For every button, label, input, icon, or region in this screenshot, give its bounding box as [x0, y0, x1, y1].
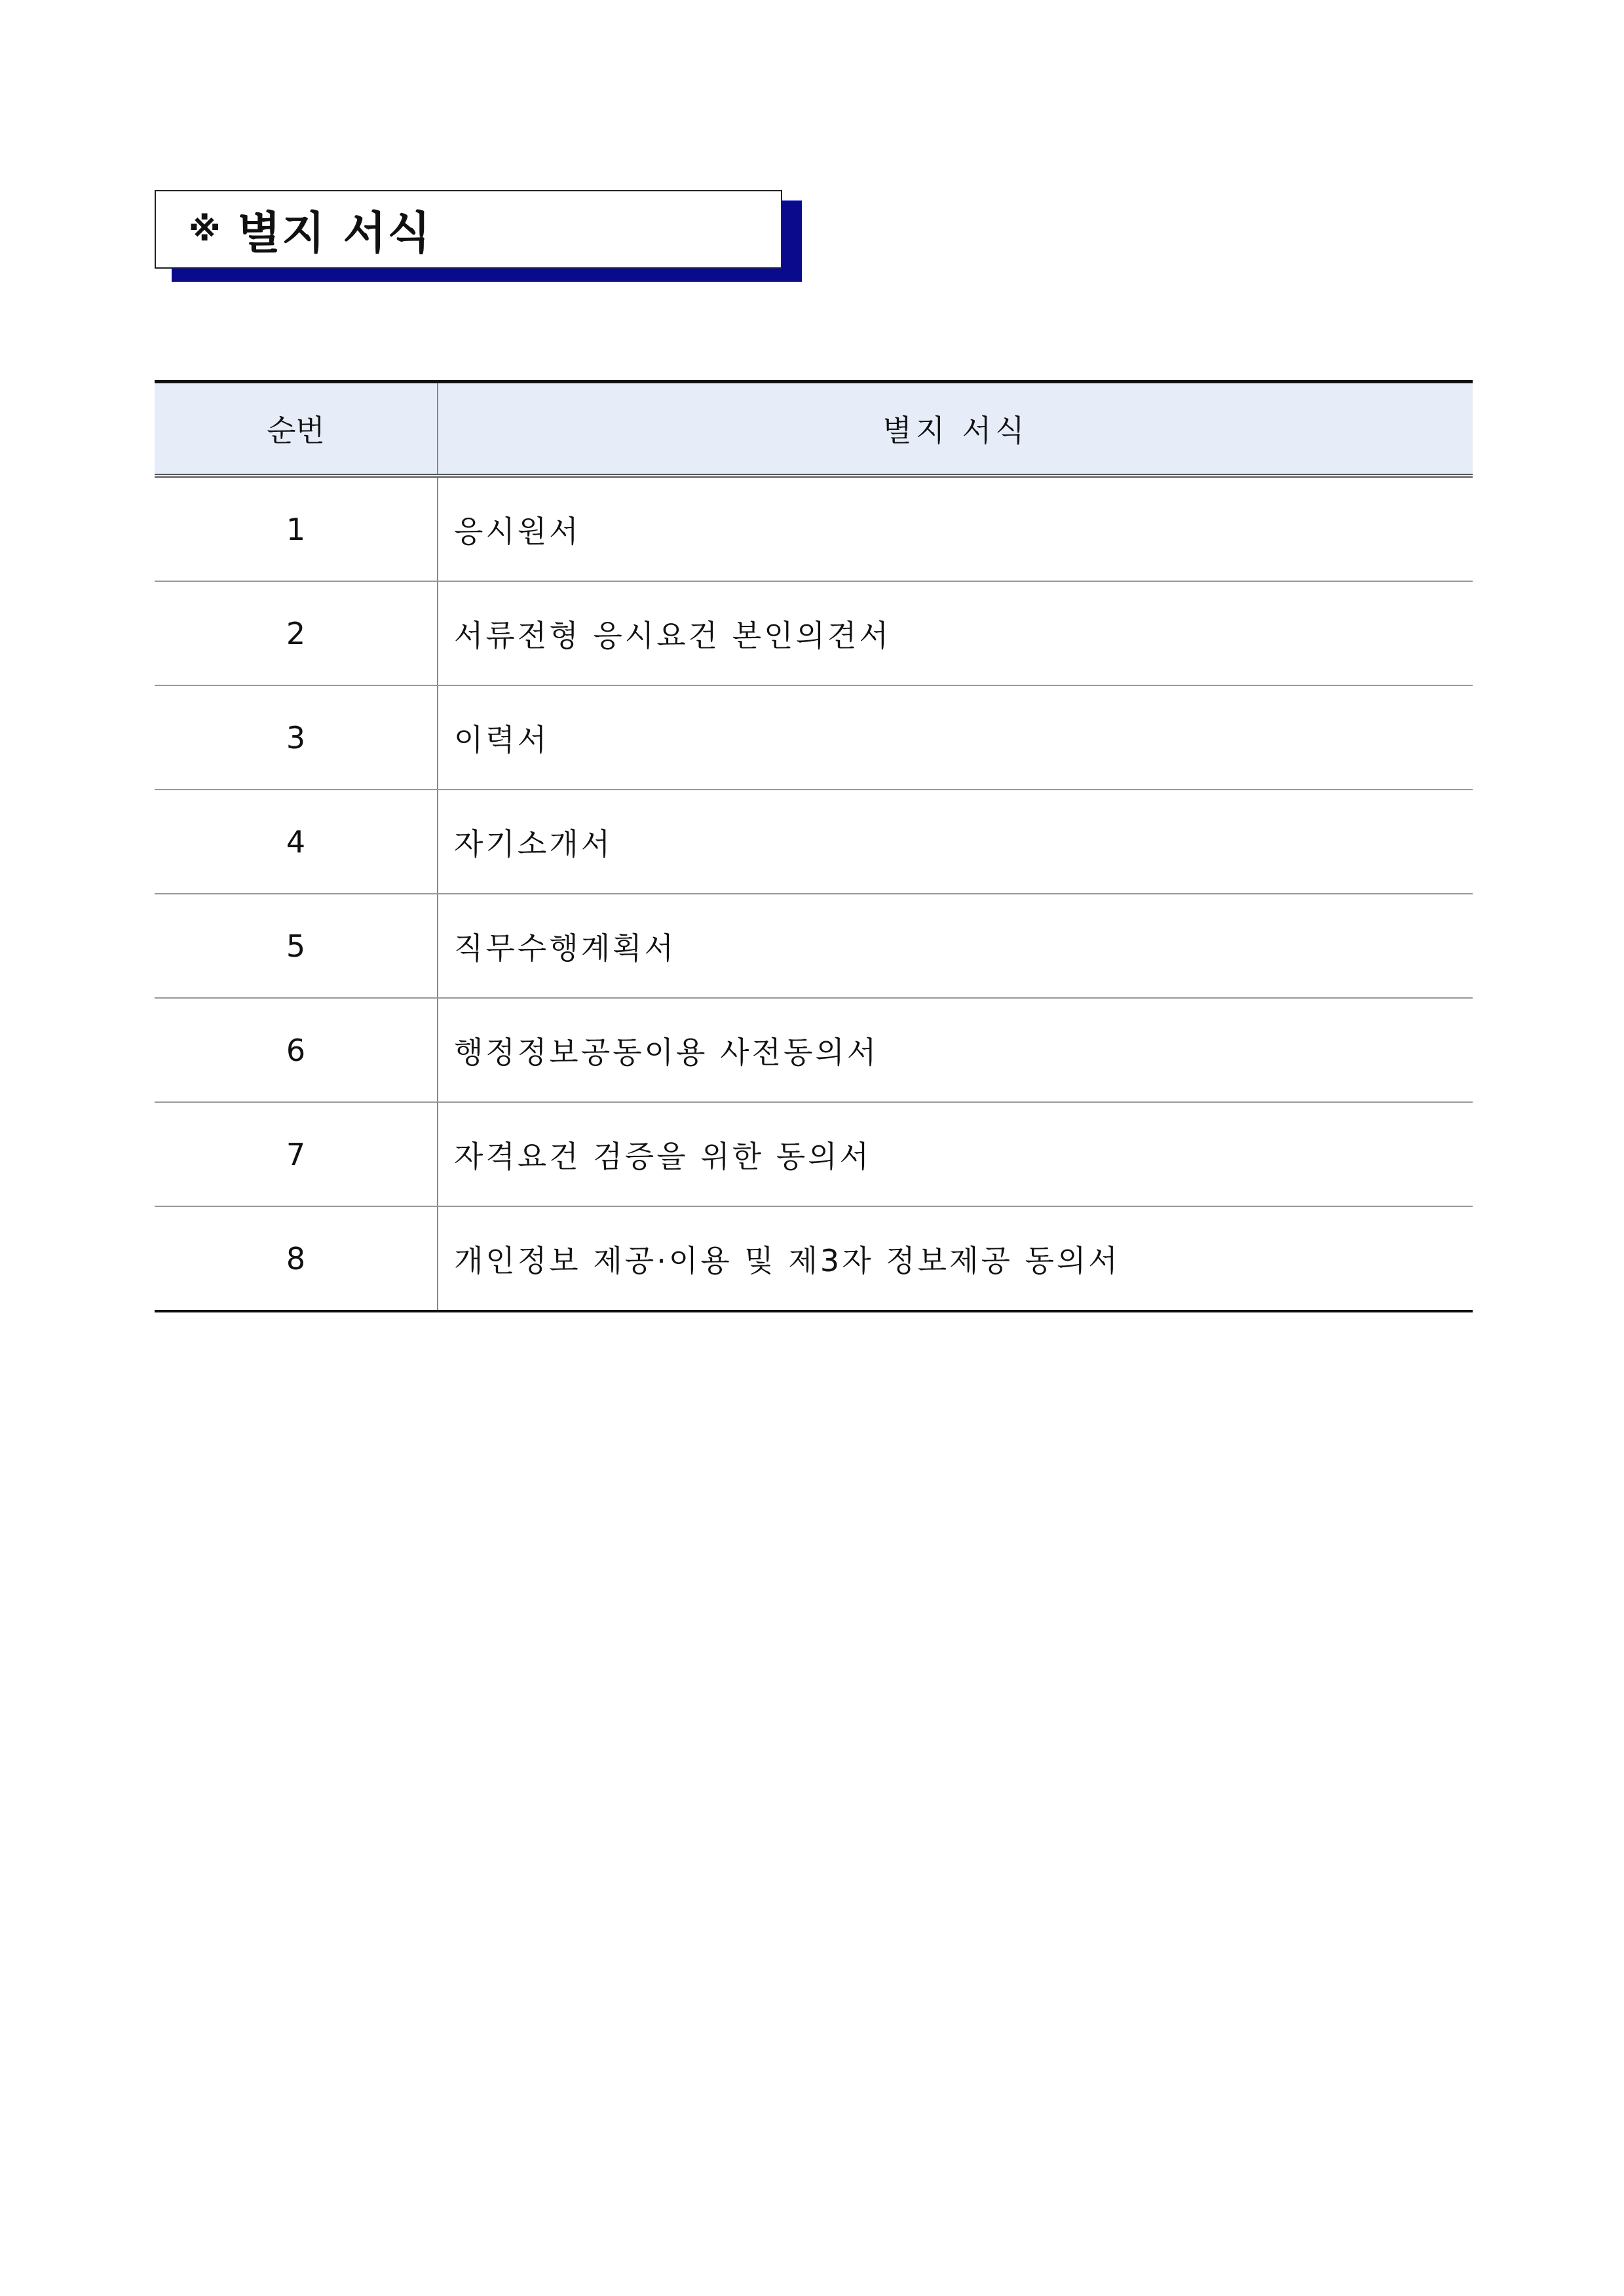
title-box — [155, 190, 782, 269]
row-form-title: 직무수행계획서 — [438, 894, 1473, 998]
row-number: 2 — [155, 581, 438, 685]
row-number: 5 — [155, 894, 438, 998]
page-title: 별지 서식 — [237, 207, 432, 259]
reference-mark-icon: ※ — [189, 210, 221, 248]
table-row — [155, 1206, 1473, 1311]
table-row — [155, 685, 1473, 790]
table-header-row — [155, 382, 1473, 476]
header-form: 별지 서식 — [438, 382, 1473, 476]
row-number: 7 — [155, 1102, 438, 1206]
row-form-title: 이력서 — [438, 685, 1473, 790]
section-title — [155, 190, 785, 271]
row-number: 6 — [155, 998, 438, 1102]
forms-table — [155, 380, 1473, 1312]
row-form-title: 자격요건 검증을 위한 동의서 — [438, 1102, 1473, 1206]
table-row — [155, 581, 1473, 685]
row-form-title: 행정정보공동이용 사전동의서 — [438, 998, 1473, 1102]
row-form-title: 서류전형 응시요건 본인의견서 — [438, 581, 1473, 685]
row-number: 3 — [155, 685, 438, 790]
table-row — [155, 790, 1473, 894]
row-number: 1 — [155, 476, 438, 581]
table-row — [155, 998, 1473, 1102]
row-number: 4 — [155, 790, 438, 894]
row-form-title: 응시원서 — [438, 476, 1473, 581]
row-form-title: 자기소개서 — [438, 790, 1473, 894]
row-form-title: 개인정보 제공·이용 및 제3자 정보제공 동의서 — [438, 1206, 1473, 1311]
header-number: 순번 — [155, 382, 438, 476]
row-number: 8 — [155, 1206, 438, 1311]
table-row — [155, 1102, 1473, 1206]
table-row — [155, 894, 1473, 998]
table-row — [155, 476, 1473, 581]
